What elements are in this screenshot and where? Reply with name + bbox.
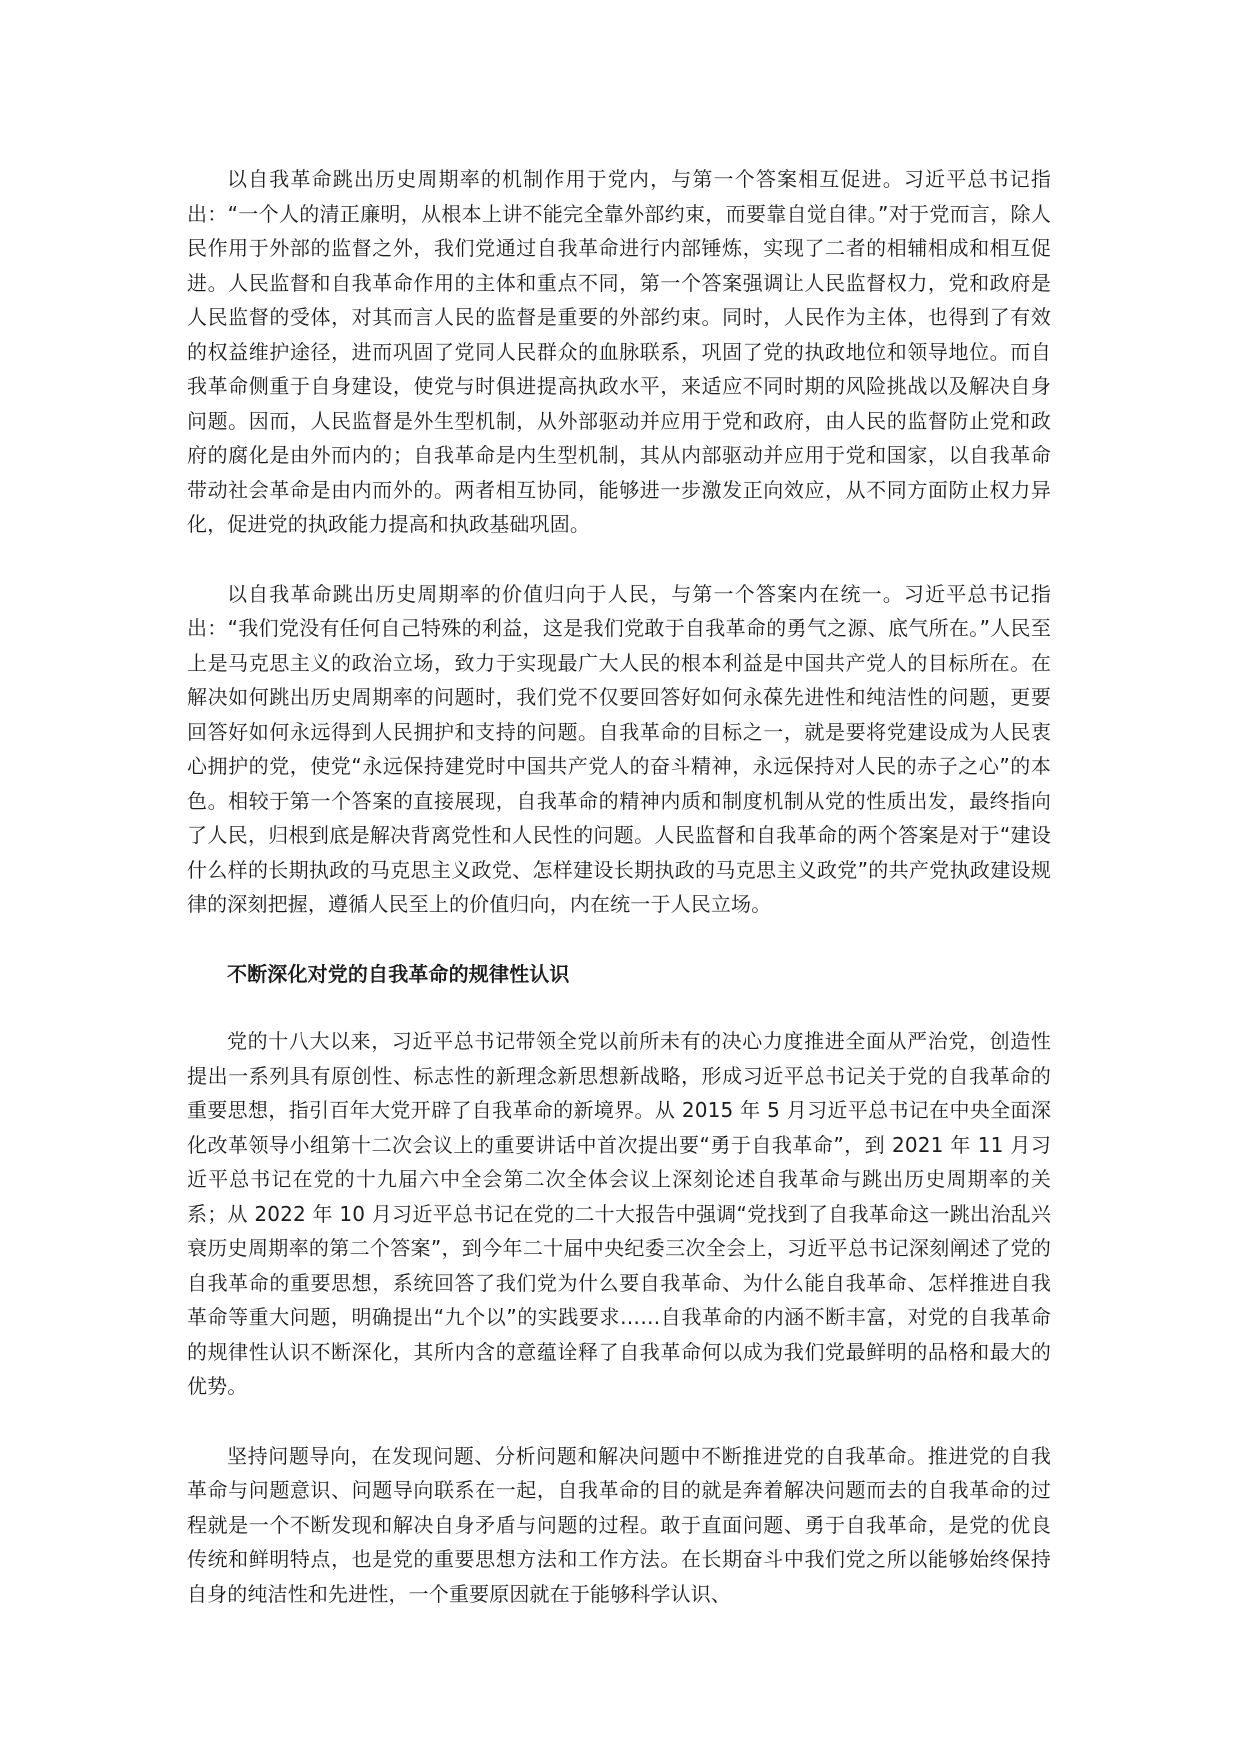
document-body <box>187 162 1051 1611</box>
paragraph: 坚持问题导向，在发现问题、分析问题和解决问题中不断推进党的自我革命。推进党的自我革命与问题意识、问题导向联系在一起，自我革命的目的就是奔着解决问题而去的自我革命的过程就是一个不断发现和解决自身矛盾与问题的过程。敢于直面问题、勇于自我革命，是党的优良传统和鲜明特点，也是党的重要思想方法和工作方法。在长期奋斗中我们党之所以能够始终保持自身的纯洁性和先进性，一个重要原因就在于能够科学认识、 <box>187 1443 1051 1606</box>
section-heading: 不断深化对党的自我革命的规律性认识 <box>227 961 570 986</box>
paragraph: 以自我革命跳出历史周期率的机制作用于党内，与第一个答案相互促进。习近平总书记指出：“一个人的清正廉明，从根本上讲不能完全靠外部约束，而要靠自觉自律。”对于党而言，除人民作用于外部的监督之外，我们党通过自我革命进行内部锤炼，实现了二者的相辅相成和相互促进。人民监督和自我革命作用的主体和重点不同，第一个答案强调让人民监督权力，党和政府是人民监督的受体，对其而言人民的监督是重要的外部约束。同时，人民作为主体，也得到了有效的权益维护途径，进而巩固了党同人民群众的血脉联系，巩固了党的执政地位和领导地位。而自我革命侧重于自身建设，使党与时俱进提高执政水平，来适应不同时期的风险挑战以及解决自身问题。因而，人民监督是外生型机制，从外部驱动并应用于党和政府，由人民的监督防止党和政府的腐化是由外而内的；自我革命是内生型机制，其从内部驱动并应用于党和国家，以自我革命带动社会革命是由内而外的。两者相互协同，能够进一步激发正向效应，从不同方面防止权力异化，促进党的执政能力提高和执政基础巩固。 <box>187 167 1051 536</box>
paragraph: 党的十八大以来，习近平总书记带领全党以前所未有的决心力度推进全面从严治党，创造性提出一系列具有原创性、标志性的新理念新思想新战略，形成习近平总书记关于党的自我革命的重要思想，指引百年大党开辟了自我革命的新境界。从 2015 年 5 月习近平总书记在中央全面深化改革领导小组第十二次会议上的重要讲话中首次提出要“勇于自我革命”，到 2021 年 11 月习近平总书记在党的十九届六中全会第二次全体会议上深刻论述自我革命与跳出历史周期率的关系；从 2022 年 10 月习近平总书记在党的二十大报告中强调“党找到了自我革命这一跳出治乱兴衰历史周期率的第二个答案”，到今年二十届中央纪委三次全会上，习近平总书记深刻阐述了党的自我革命的重要思想，系统回答了我们党为什么要自我革命、为什么能自我革命、怎样推进自我革命等重大问题，明确提出“九个以”的实践要求……自我革命的内涵不断丰富，对党的自我革命的规律性认识不断深化，其所内含的意蕴诠释了自我革命何以成为我们党最鲜明的品格和最大的优势。 <box>187 1029 1051 1398</box>
paragraph: 以自我革命跳出历史周期率的价值归向于人民，与第一个答案内在统一。习近平总书记指出：“我们党没有任何自己特殊的利益，这是我们党敢于自我革命的勇气之源、底气所在。”人民至上是马克思主义的政治立场，致力于实现最广大人民的根本利益是中国共产党人的目标所在。在解决如何跳出历史周期率的问题时，我们党不仅要回答好如何永葆先进性和纯洁性的问题，更要回答好如何永远得到人民拥护和支持的问题。自我革命的目标之一，就是要将党建设成为人民衷心拥护的党，使党“永远保持建党时中国共产党人的奋斗精神，永远保持对人民的赤子之心”的本色。相较于第一个答案的直接展现，自我革命的精神内质和制度机制从党的性质出发，最终指向了人民，归根到底是解决背离党性和人民性的问题。人民监督和自我革命的两个答案是对于“建设什么样的长期执政的马克思主义政党、怎样建设长期执政的马克思主义政党”的共产党执政建设规律的深刻把握，遵循人民至上的价值归向，内在统一于人民立场。 <box>187 581 1051 916</box>
